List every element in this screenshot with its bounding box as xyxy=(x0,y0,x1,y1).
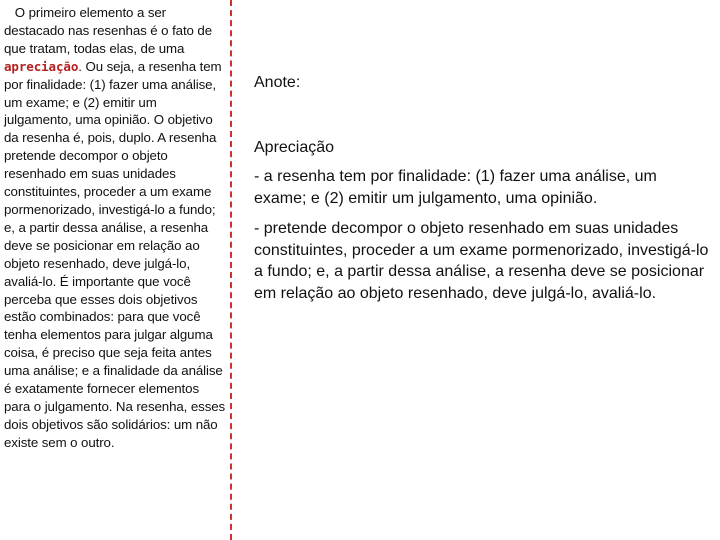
highlighted-term: apreciação xyxy=(4,58,79,74)
notes-heading: Apreciação xyxy=(254,138,335,156)
paragraph-text-start: O primeiro elemento a ser destacado nas resenhas é o fato de que tratam, todas elas, de uma xyxy=(4,5,213,56)
paragraph-text-end: . Ou seja, a resenha tem por finalidade: (1) fazer uma análise, um exame; e (2) emitir um julgamento, uma opinião. O objetivo da resenha é, pois, duplo. A resenha pretende decompor o objeto resenhado em suas unidades constituintes, proceder a um exame pormenorizado, investigá-lo a fundo; e, a partir dessa análise, a resenha deve se posicionar em relação ao objeto resenhado, deve julgá-lo, avaliá-lo. É importante que você perceba que esses dois objetivos estão combinados: para que você tenha elementos para julgar alguma coisa, é preciso que seja feita antes uma análise; e a finalidade da análise é exatamente fornecer elementos para o julgamento. Na resenha, esses dois objetivos são solidários: um não existe sem o outro. xyxy=(4,58,226,450)
body-paragraph xyxy=(4,4,226,452)
note-item-2: - pretende decompor o objeto resenhado em suas unidades constituintes, proceder a um exame pormenorizado, investigá-lo a fundo; e, a partir dessa análise, a resenha deve se posicionar em relação ao objeto resenhado, deve julgá-lo, avaliá-lo. xyxy=(254,220,709,302)
dashed-divider xyxy=(230,0,232,540)
note-label: Anote: xyxy=(254,74,301,91)
left-text-column xyxy=(4,4,226,452)
notes-column xyxy=(254,72,710,313)
note-item-1: - a resenha tem por finalidade: (1) fazer uma análise, um exame; e (2) emitir um julgamento, uma opinião. xyxy=(254,168,657,207)
